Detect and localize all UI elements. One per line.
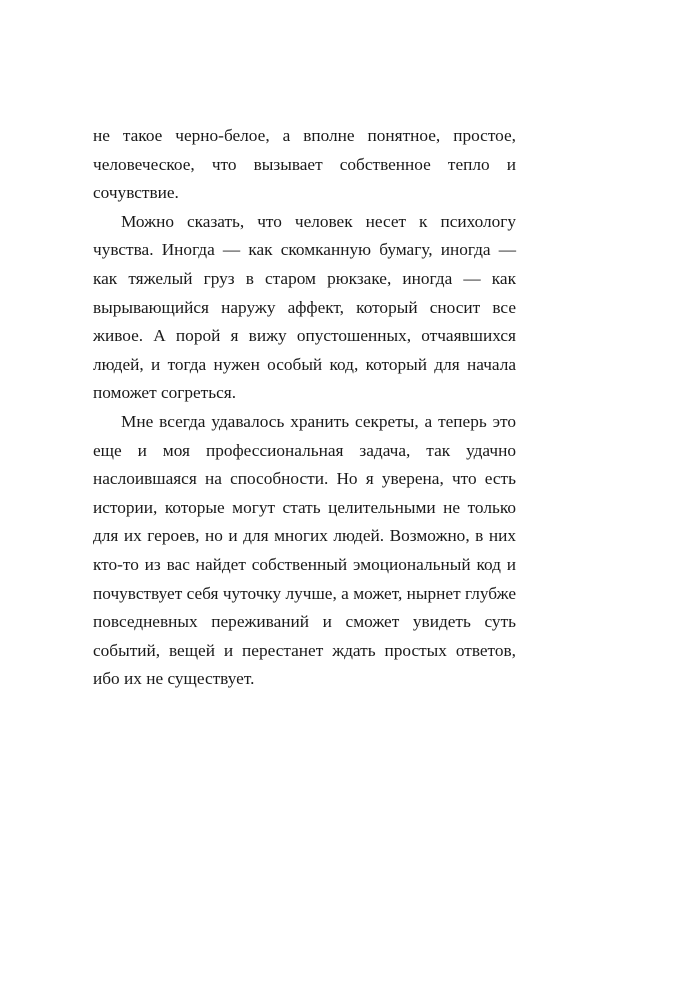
paragraph-3: Мне всегда удавалось хранить секреты, а теперь это еще и моя профессиональная задача, так удачно наслоившаяся на способности. Но я уверена, что есть истории, которые могут стать целительными не только для их героев, но и для многих людей. Возможно, в них кто-то из вас найдет собственный эмоциональный код и почувствует себя чуточку лучше, а может, нырнет глубже повседневных переживаний и сможет увидеть суть событий, вещей и перестанет ждать простых ответов, ибо их не существует. — [93, 411, 516, 689]
paragraph-1: не такое черно-белое, а вполне понятное, простое, человеческое, что вызывает собственное тепло и сочувствие. — [93, 126, 516, 203]
paragraph-2: Можно сказать, что человек несет к психологу чувства. Иногда — как скомканную бумагу, иногда — как тяжелый груз в старом рюкзаке, иногда — как вырывающийся наружу аффект, который сносит все живое. А порой я вижу опустошенных, отчаявшихся людей, и тогда нужен особый код, который для начала поможет согреться. — [93, 211, 516, 403]
page-text-block — [93, 122, 516, 694]
